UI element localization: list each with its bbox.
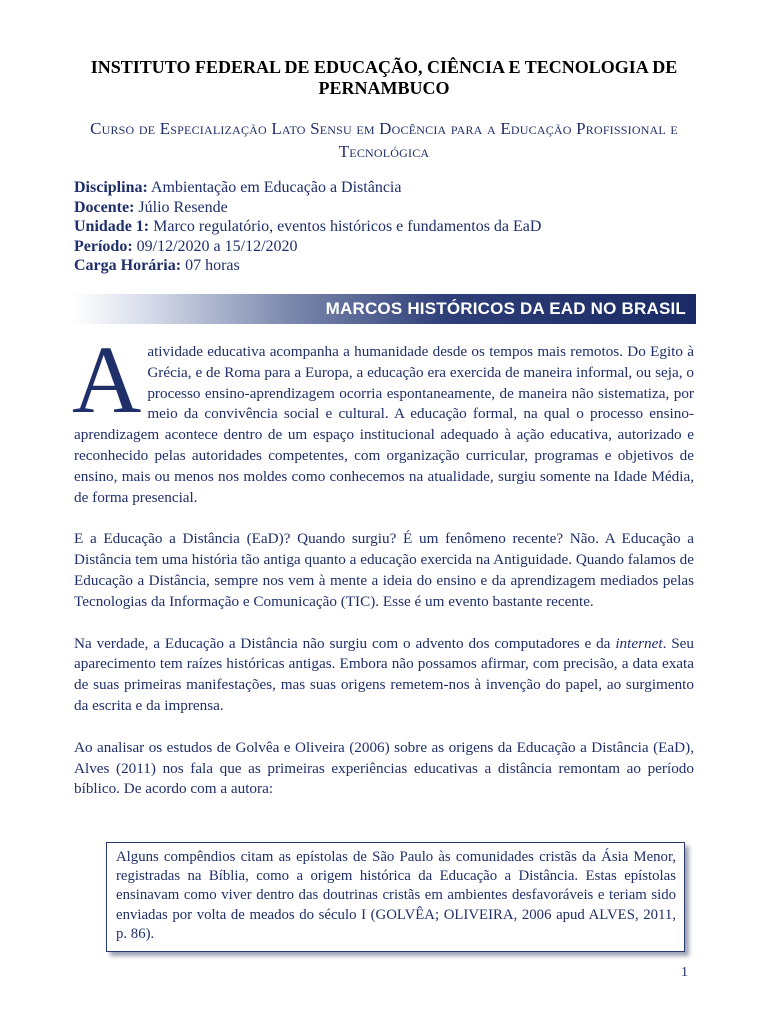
- meta-disciplina: [74, 178, 714, 198]
- unidade-value: Marco regulatório, eventos históricos e fundamentos da EaD: [149, 218, 542, 235]
- paragraph-3-text-a: Na verdade, a Educação a Distância não surgiu com o advento dos computadores e da: [74, 634, 616, 652]
- docente-value: Júlio Resende: [134, 198, 228, 216]
- carga-label: Carga Horária:: [74, 257, 182, 274]
- institution-title: INSTITUTO FEDERAL DE EDUCAÇÃO, CIÊNCIA E TECNOLOGIA DE PERNAMBUCO: [90, 57, 678, 98]
- paragraph-1: [72, 326, 694, 508]
- periodo-value: 09/12/2020 a 15/12/2020: [132, 237, 298, 255]
- course-metadata: [74, 178, 714, 276]
- block-quote: Alguns compêndios citam as epístolas de São Paulo às comunidades cristãs da Ásia Menor, registradas na Bíblia, como a origem histórica da Educação a Distância. Estas epístolas ensinavam como viver dentro das doutrinas cristãs em ambientes desfavoráveis e teriam sido enviadas por volta de meados do século I (GOLVÊA; OLIVEIRA, 2006 apud ALVES, 2011, p. 86).: [106, 842, 685, 952]
- meta-unidade: [74, 217, 714, 237]
- article-body: [72, 326, 695, 821]
- disciplina-label: Disciplina:: [74, 179, 148, 196]
- meta-periodo: [74, 237, 714, 257]
- paragraph-3-italic: internet: [615, 634, 663, 652]
- paragraph-3: [74, 634, 694, 717]
- paragraph-1-text: atividade educativa acompanha a humanidade desde os tempos mais remotos. Do Egito à Grécia, e de Roma para a Europa, a educação era exercida de maneira informal, ou seja, o processo ensino-aprendizagem ocorria espontaneamente, de maneira não sistematiza, por meio da convivência social e cultural. A educação formal, na qual o processo ensino-aprendizagem acontece dentro de um espaço institucional adequado à ação educativa, autorizado e reconhecido pelas autoridades competentes, com organização curricular, programas e objetivos de ensino, mais ou menos nos moldes como conhecemos na atualidade, surgiu somente na Idade Média, de forma presencial.: [74, 343, 694, 506]
- section-banner: [72, 294, 696, 324]
- periodo-label: Período:: [74, 237, 133, 255]
- meta-carga-horaria: [74, 256, 714, 276]
- docente-label: Docente:: [74, 198, 135, 216]
- carga-value: 07 horas: [181, 257, 240, 274]
- section-title: MARCOS HISTÓRICOS DA EAD NO BRASIL: [325, 299, 686, 318]
- unidade-label: Unidade 1:: [74, 218, 150, 235]
- disciplina-value: Ambientação em Educação a Distância: [147, 179, 402, 196]
- drop-cap: A: [72, 326, 142, 433]
- page-number: 1: [681, 965, 688, 980]
- paragraph-4: Ao analisar os estudos de Golvêa e Oliveira (2006) sobre as origens da Educação a Distância (EaD), Alves (2011) nos fala que as primeiras experiências educativas a distância remontam ao período bíblico. De acordo com a autora:: [74, 738, 694, 798]
- paragraph-2: E a Educação a Distância (EaD)? Quando surgiu? É um fenômeno recente? Não. A Educação a Distância tem uma história tão antiga quanto a educação exercida na Antiguidade. Quando falamos de Educação a Distância, sempre nos vem à mente a ideia do ensino e da aprendizagem mediados pelas Tecnologias da Informação e Comunicação (TIC). Esse é um evento bastante recente.: [74, 530, 694, 610]
- meta-docente: [74, 198, 714, 218]
- course-title: Curso de Especialização Lato Sensu em Docência para a Educação Profissional e Tecnológica: [90, 119, 678, 161]
- paragraph-3-text-b: . Seu aparecimento tem raízes históricas antigas. Embora não possamos afirmar, com precisão, a data exata de suas primeiras manifestações, mas suas origens remetem-nos à invenção do papel, ao surgimento da escrita e da imprensa.: [74, 634, 695, 714]
